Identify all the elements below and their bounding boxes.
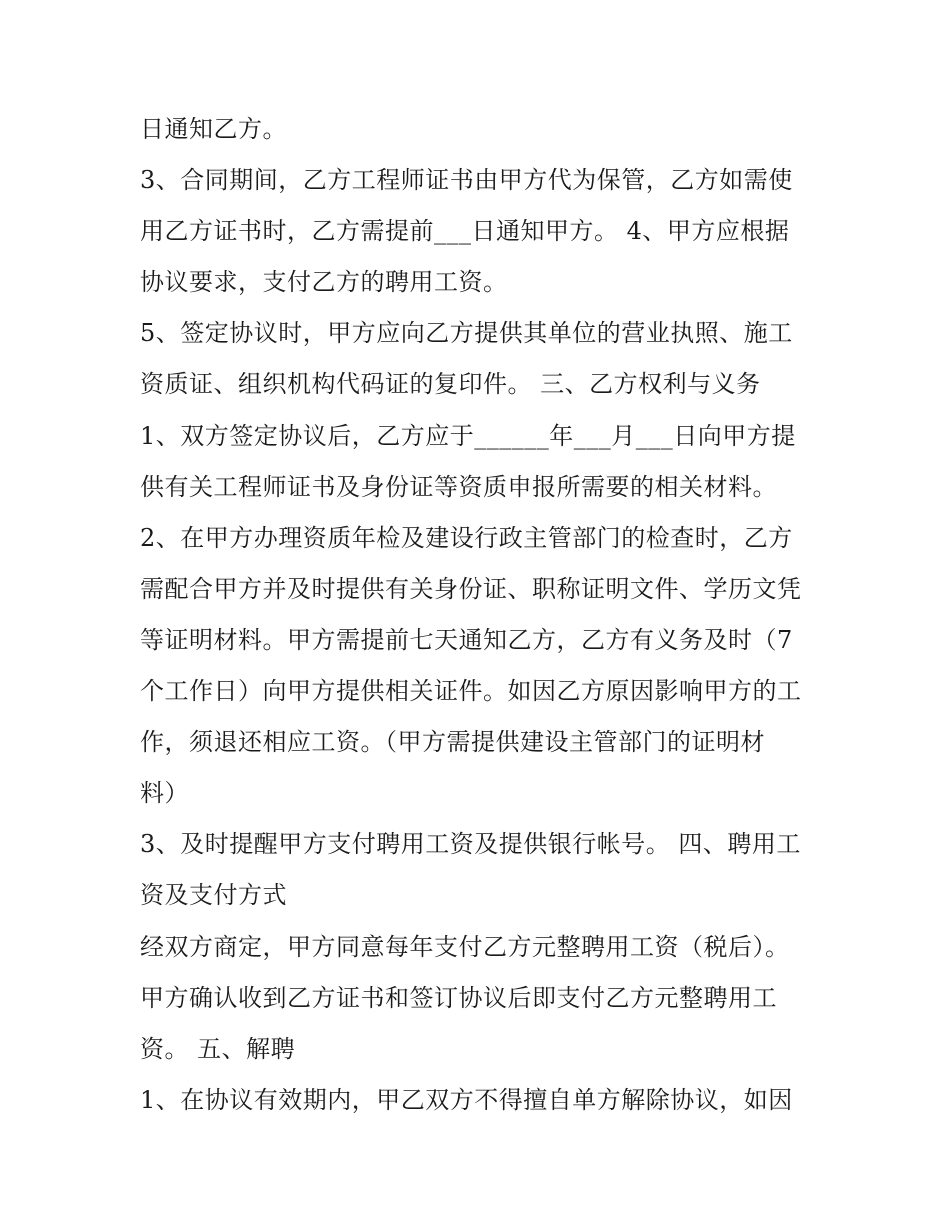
text-line: 个工作日）向甲方提供相关证件。如因乙方原因影响甲方的工 [140, 677, 802, 706]
text-line: 料） [140, 779, 189, 808]
text-line: 资质证、组织机构代码证的复印件。 三、乙方权利与义务 [140, 370, 761, 399]
text-line: 作，须退还相应工资。（甲方需提供建设主管部门的证明材 [140, 728, 765, 757]
text-line: 甲方确认收到乙方证书和签订协议后即支付乙方元整聘用工 [140, 983, 777, 1012]
text-line: 1、在协议有效期内，甲乙双方不得擅自单方解除协议，如因 [140, 1085, 793, 1114]
text-line: 3、及时提醒甲方支付聘用工资及提供银行帐号。 四、聘用工 [140, 830, 801, 859]
text-line: 资及支付方式 [140, 881, 287, 910]
text-line: 经双方商定，甲方同意每年支付乙方元整聘用工资（税后）。 [140, 932, 790, 961]
text-line: 日通知乙方。 [140, 115, 287, 143]
text-line: 3、合同期间，乙方工程师证书由甲方代为保管，乙方如需使 [140, 166, 793, 195]
document-body [140, 104, 820, 1126]
text-line: 用乙方证书时，乙方需提前___日通知甲方。 4、甲方应根据 [140, 217, 790, 246]
text-line: 1、双方签定协议后，乙方应于______年___月___日向甲方提 [140, 421, 796, 450]
text-line: 5、签定协议时，甲方应向乙方提供其单位的营业执照、施工 [140, 319, 793, 348]
text-line: 等证明材料。甲方需提前七天通知乙方，乙方有义务及时（7 [140, 625, 793, 654]
text-line: 2、在甲方办理资质年检及建设行政主管部门的检查时，乙方 [140, 523, 793, 552]
text-line: 资。 五、解聘 [140, 1034, 296, 1063]
text-line: 协议要求，支付乙方的聘用工资。 [140, 268, 508, 297]
text-line: 需配合甲方并及时提供有关身份证、职称证明文件、学历文凭 [140, 574, 802, 603]
text-line: 供有关工程师证书及身份证等资质申报所需要的相关材料。 [140, 472, 777, 501]
